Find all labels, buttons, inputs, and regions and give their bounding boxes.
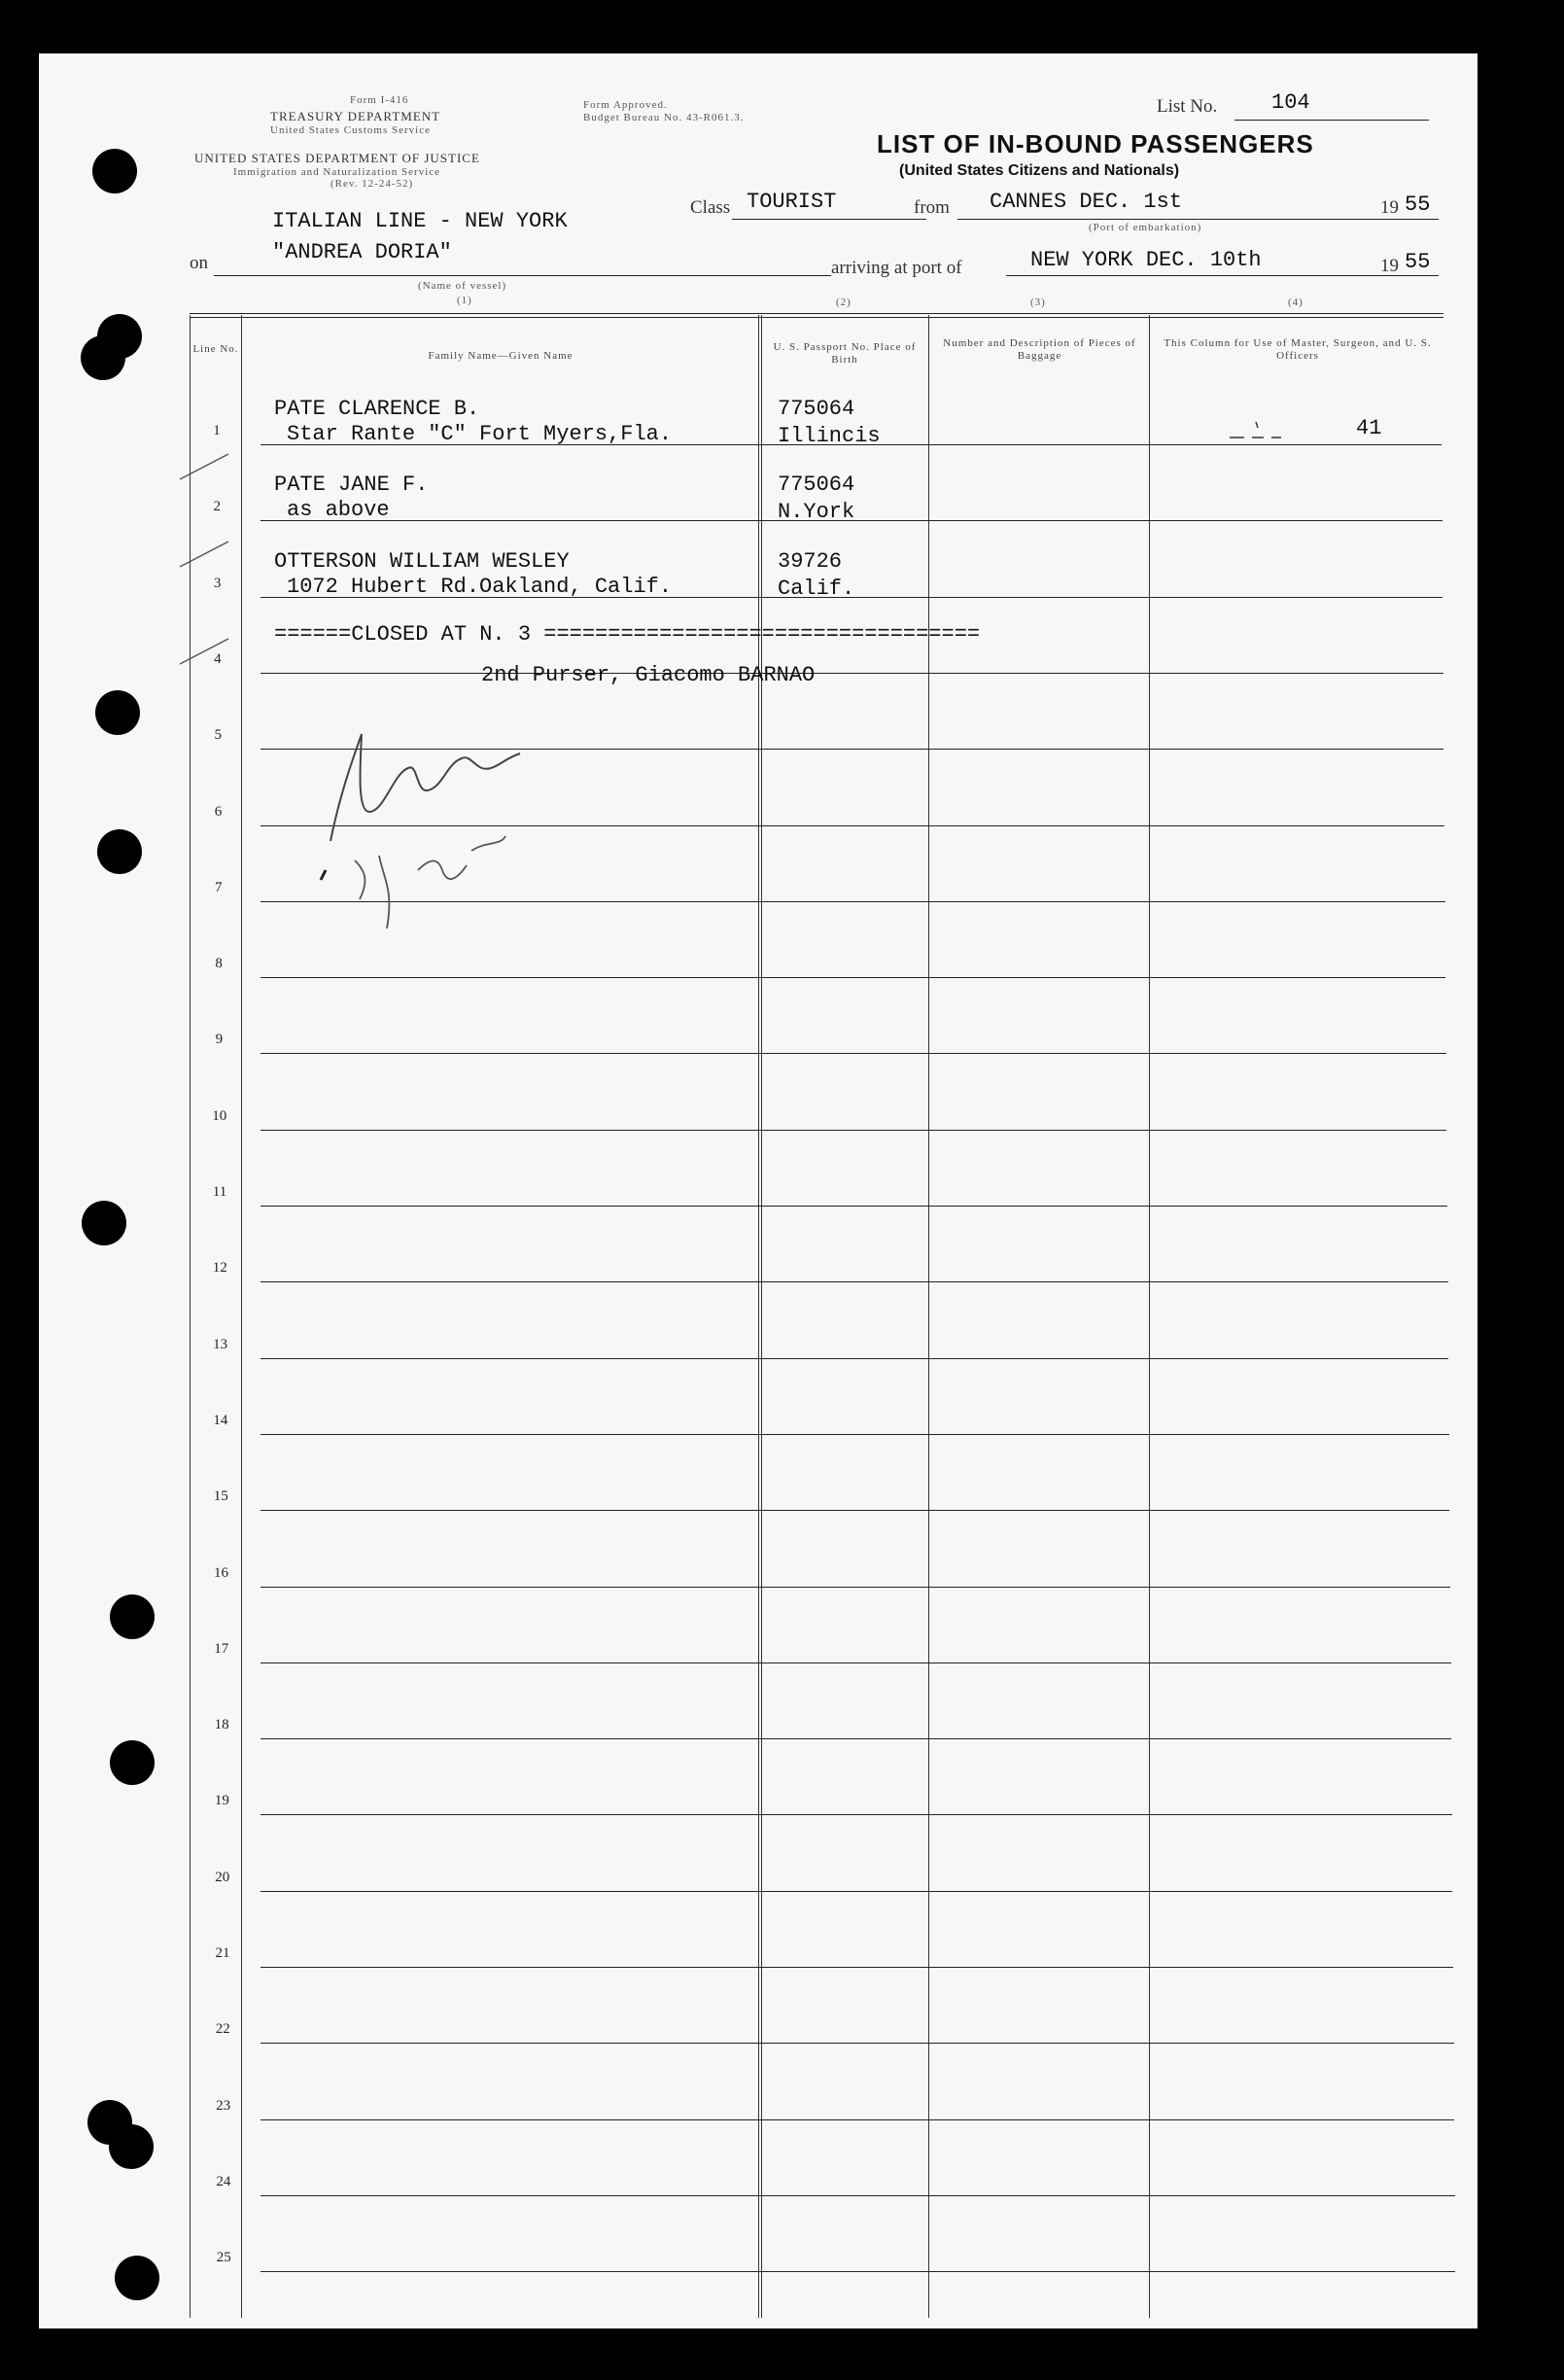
passenger-address: 1072 Hubert Rd.Oakland, Calif.	[287, 574, 673, 599]
col-number-4: (4)	[1288, 297, 1303, 308]
row-number: 13	[213, 1336, 228, 1352]
year1-underline	[1400, 219, 1439, 220]
class-label: Class	[690, 197, 731, 218]
row-rule	[261, 2195, 1455, 2196]
vessel-name: "ANDREA DORIA"	[272, 240, 452, 264]
name-divider	[758, 315, 759, 2318]
row-number: 10	[212, 1107, 227, 1124]
row-number: 8	[215, 956, 223, 972]
row-number: 24	[216, 2173, 231, 2189]
row-number: 25	[216, 2250, 231, 2266]
punch-hole	[109, 2124, 154, 2169]
shipping-line: ITALIAN LINE - NEW YORK	[272, 209, 568, 233]
header-name: Family Name—Given Name	[428, 350, 573, 362]
revision-date: (Rev. 12-24-52)	[330, 178, 414, 190]
list-no-label: List No.	[1157, 96, 1218, 117]
customs-service: United States Customs Service	[270, 124, 431, 136]
row-number: 19	[214, 1793, 229, 1809]
passenger-address: Star Rante "C" Fort Myers,Fla.	[287, 422, 673, 446]
form-number: Form I-416	[350, 94, 409, 106]
row-rule	[261, 1738, 1451, 1739]
form-title: LIST OF IN-BOUND PASSENGERS	[877, 129, 1314, 158]
on-label: on	[190, 253, 208, 273]
year2-prefix: 19	[1380, 256, 1399, 276]
col-number-1: (1)	[457, 295, 472, 306]
place-of-birth: Illincis	[778, 424, 881, 448]
list-no-underline	[1234, 120, 1429, 121]
row-number: 7	[215, 879, 223, 895]
passenger-address: as above	[287, 498, 390, 523]
name-divider	[761, 315, 762, 2318]
row-rule	[261, 1587, 1450, 1588]
row-number: 16	[214, 1564, 228, 1581]
header-officers: This Column for Use of Master, Surgeon, and U. S. Officers	[1164, 337, 1432, 362]
place-of-birth: Calif.	[778, 576, 855, 601]
punch-hole	[97, 314, 142, 359]
passenger-name: PATE CLARENCE B.	[274, 397, 480, 421]
passport-number: 775064	[778, 472, 855, 498]
col-number-3: (3)	[1030, 297, 1046, 308]
row-rule	[261, 1434, 1449, 1435]
treasury-dept: TREASURY DEPARTMENT	[270, 109, 441, 123]
check-mark	[175, 452, 233, 481]
port-caption: (Port of embarkation)	[1089, 222, 1202, 233]
check-mark	[175, 637, 233, 666]
baggage-divider	[1149, 315, 1150, 2318]
arriving-label: arriving at port of	[831, 258, 962, 278]
row-number: 6	[214, 803, 223, 820]
form-page	[39, 53, 1477, 2328]
row-rule	[261, 1358, 1448, 1359]
line-no-divider	[241, 315, 242, 2318]
row-rule	[261, 1281, 1448, 1282]
row-number: 18	[214, 1717, 229, 1733]
punch-hole	[115, 2256, 159, 2300]
row-number: 3	[213, 575, 222, 591]
table-left-border	[190, 315, 191, 2318]
budget-bureau: Budget Bureau No. 43-R061.3.	[583, 112, 745, 123]
punch-hole	[110, 1740, 155, 1785]
closing-line: ======CLOSED AT N. 3 ==================================	[274, 622, 981, 647]
year2-underline	[1400, 275, 1439, 276]
from-value: CANNES DEC. 1st	[990, 190, 1183, 214]
row-number: 20	[215, 1869, 230, 1885]
row-number: 22	[215, 2021, 230, 2038]
officer-dashes	[1225, 418, 1303, 447]
row-rule	[261, 2119, 1454, 2120]
row-number: 2	[213, 499, 222, 515]
header-passport: U. S. Passport No. Place of Birth	[773, 341, 917, 366]
row-number: 15	[213, 1488, 228, 1505]
row-rule	[261, 1130, 1446, 1131]
row-number: 14	[213, 1412, 228, 1428]
header-baggage: Number and Description of Pieces of Baggage	[943, 337, 1136, 362]
year1-value: 55	[1405, 192, 1431, 217]
row-rule	[261, 1662, 1451, 1663]
handwritten-initials	[301, 676, 593, 1006]
punch-hole	[82, 1201, 126, 1245]
class-value: TOURIST	[747, 190, 837, 214]
passport-divider	[928, 315, 929, 2318]
year1-prefix: 19	[1380, 197, 1399, 218]
table-top-rule	[190, 313, 1443, 314]
passport-number: 775064	[778, 397, 855, 421]
row-rule	[261, 2271, 1455, 2272]
row-number: 17	[214, 1640, 229, 1657]
form-approved: Form Approved.	[583, 99, 668, 111]
row-number: 11	[212, 1184, 227, 1200]
punch-hole	[95, 690, 140, 735]
header-line-no: Line No.	[192, 343, 239, 355]
table-top-rule	[190, 317, 1443, 318]
passenger-name: PATE JANE F.	[274, 472, 429, 498]
passport-number: 39726	[778, 548, 843, 574]
row-number: 23	[216, 2097, 231, 2114]
year2-value: 55	[1405, 250, 1431, 274]
row-number: 5	[214, 727, 222, 744]
arriving-value: NEW YORK DEC. 10th	[1030, 248, 1262, 272]
col-number-2: (2)	[836, 297, 852, 308]
row-number: 1	[213, 423, 221, 438]
from-underline	[957, 219, 1405, 220]
row-number: 4	[214, 650, 222, 667]
row-rule	[261, 2043, 1454, 2044]
from-label: from	[914, 197, 950, 218]
vessel-underline	[214, 275, 831, 276]
row-rule	[261, 1967, 1453, 1968]
check-mark	[175, 540, 233, 569]
ins-service: Immigration and Naturalization Service	[233, 166, 441, 178]
punch-hole	[92, 149, 137, 193]
purser-signature: 2nd Purser, Giacomo BARNAO	[481, 663, 816, 687]
punch-hole	[110, 1594, 155, 1639]
class-underline	[732, 219, 926, 220]
list-no-value: 104	[1271, 90, 1310, 115]
row-rule	[261, 1891, 1452, 1892]
row-rule	[261, 1510, 1449, 1511]
form-subtitle: (United States Citizens and Nationals)	[899, 162, 1180, 179]
place-of-birth: N.York	[778, 500, 855, 525]
officer-note: 41	[1356, 416, 1382, 440]
justice-dept: UNITED STATES DEPARTMENT OF JUSTICE	[194, 151, 480, 165]
passenger-name: OTTERSON WILLIAM WESLEY	[274, 548, 570, 574]
row-rule	[261, 1206, 1447, 1207]
row-number: 12	[212, 1260, 227, 1277]
punch-hole	[97, 829, 142, 874]
row-rule	[261, 1053, 1446, 1054]
row-rule	[261, 1814, 1452, 1815]
row-number: 21	[215, 1945, 230, 1961]
row-rule	[261, 673, 1443, 674]
row-number: 9	[215, 1032, 224, 1048]
vessel-caption: (Name of vessel)	[418, 280, 507, 292]
arriving-underline	[1006, 275, 1400, 276]
